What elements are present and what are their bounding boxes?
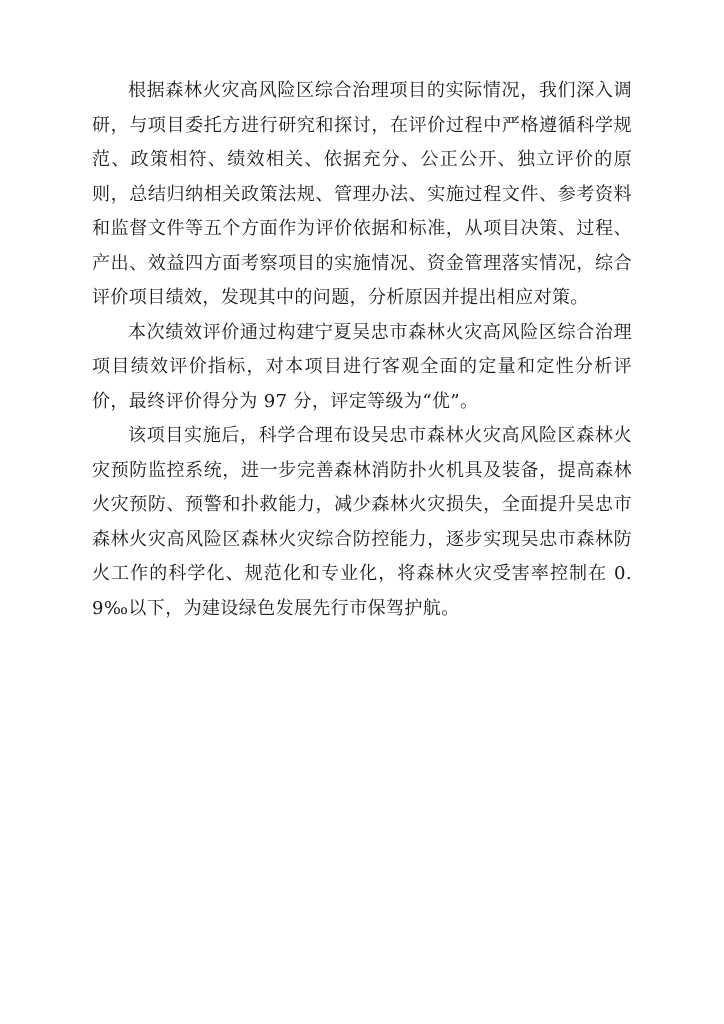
paragraph-project-effect: 该项目实施后，科学合理布设吴忠市森林火灾高风险区森林火灾预防监控系统，进一步完善森林消防扑火机具及装备，提高森林火灾预防、预警和扑救能力，减少森林火灾损失，全面提升吴忠市森林火灾高风险区森林火灾综合防控能力，逐步实现吴忠市森林防火工作的科学化、规范化和专业化，将森林火灾受害率控制在 0.9‰以下，为建设绿色发展先行市保驾护航。 [92,425,632,619]
document-body [92,74,632,626]
paragraph-evaluation-method: 根据森林火灾高风险区综合治理项目的实际情况，我们深入调研，与项目委托方进行研究和探讨，在评价过程中严格遵循科学规范、政策相符、绩效相关、依据充分、公正公开、独立评价的原则，总结归纳相关政策法规、管理办法、实施过程文件、参考资料和监督文件等五个方面作为评价依据和标准，从项目决策、过程、产出、效益四方面考察项目的实施情况、资金管理落实情况，综合评价项目绩效，发现其中的问题，分析原因并提出相应对策。 [92,80,632,308]
paragraph-evaluation-result: 本次绩效评价通过构建宁夏吴忠市森林火灾高风险区综合治理项目绩效评价指标，对本项目进行客观全面的定量和定性分析评价，最终评价得分为 97 分，评定等级为“优”。 [92,321,632,412]
